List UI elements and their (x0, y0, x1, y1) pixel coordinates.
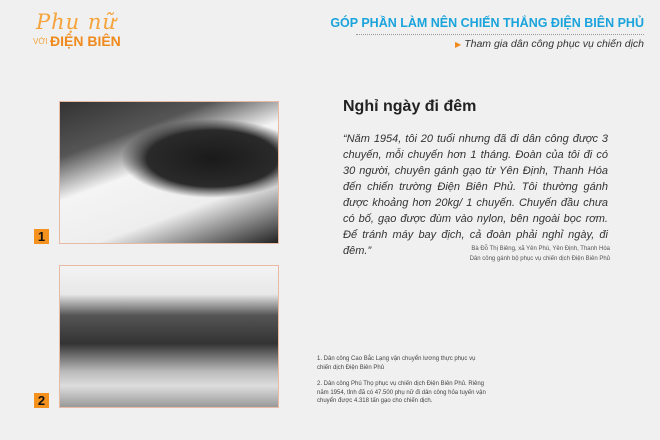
article-quote: “Năm 1954, tôi 20 tuổi nhưng đã đi dân công được 3 chuyến, mỗi chuyến hơn 1 tháng. Đoàn của tôi đi có 30 người, chuyên gánh gạo từ Yên Định, Thanh Hóa đến chiến trường Điện Biên Phủ. Tôi thường gánh được khoảng hơn 20kg/ 1 chuyến. Chuyến đầu chưa có bố, gạo được đùm vào nylon, bên ngoài bọc rơm. Để tránh máy bay địch, cả đoàn phải nghỉ ngày, đi đêm.” (343, 133, 608, 257)
triangle-bullet-icon: ▶ (455, 40, 462, 49)
subtitle-text: Tham gia dân công phục vụ chiến dịch (464, 38, 644, 50)
photo-captions (317, 355, 487, 414)
photo-porters-carrying-rice (59, 101, 279, 244)
logo-big-text: ĐIỆN BIÊN (50, 33, 121, 49)
article-title: Nghỉ ngày đi đêm (343, 98, 477, 115)
attribution-role: Dân công gánh bộ phục vụ chiến dịch Điện Biên Phủ (469, 256, 610, 262)
section-subtitle (455, 38, 644, 50)
logo-script-text: Phụ nữ (36, 10, 117, 34)
photo-number-badge: 1 (34, 229, 49, 244)
photo-porters-river-crossing (59, 265, 279, 408)
photo-number-badge: 2 (34, 393, 49, 408)
caption-1: 1. Dân công Cao Bắc Lạng vận chuyển lương thực phục vụ chiến dịch Điện Biên Phủ (317, 356, 476, 371)
logo-small-text: VỚI (33, 37, 48, 46)
caption-2: 2. Dân công Phú Thọ phục vụ chiến dịch Điện Biên Phủ. Riêng năm 1954, tỉnh đã có 47.500 phụ nữ đi dân công hỏa tuyến vận chuyển được 4.318 tấn gạo cho chiến dịch. (317, 381, 486, 404)
attribution-name: Bà Đỗ Thị Biêng, xã Yên Phú, Yên Định, Thanh Hóa (471, 246, 610, 252)
section-title: GÓP PHẦN LÀM NÊN CHIẾN THẮNG ĐIỆN BIÊN PHỦ (330, 16, 644, 30)
header-divider (356, 34, 644, 35)
quote-attribution (470, 244, 610, 264)
